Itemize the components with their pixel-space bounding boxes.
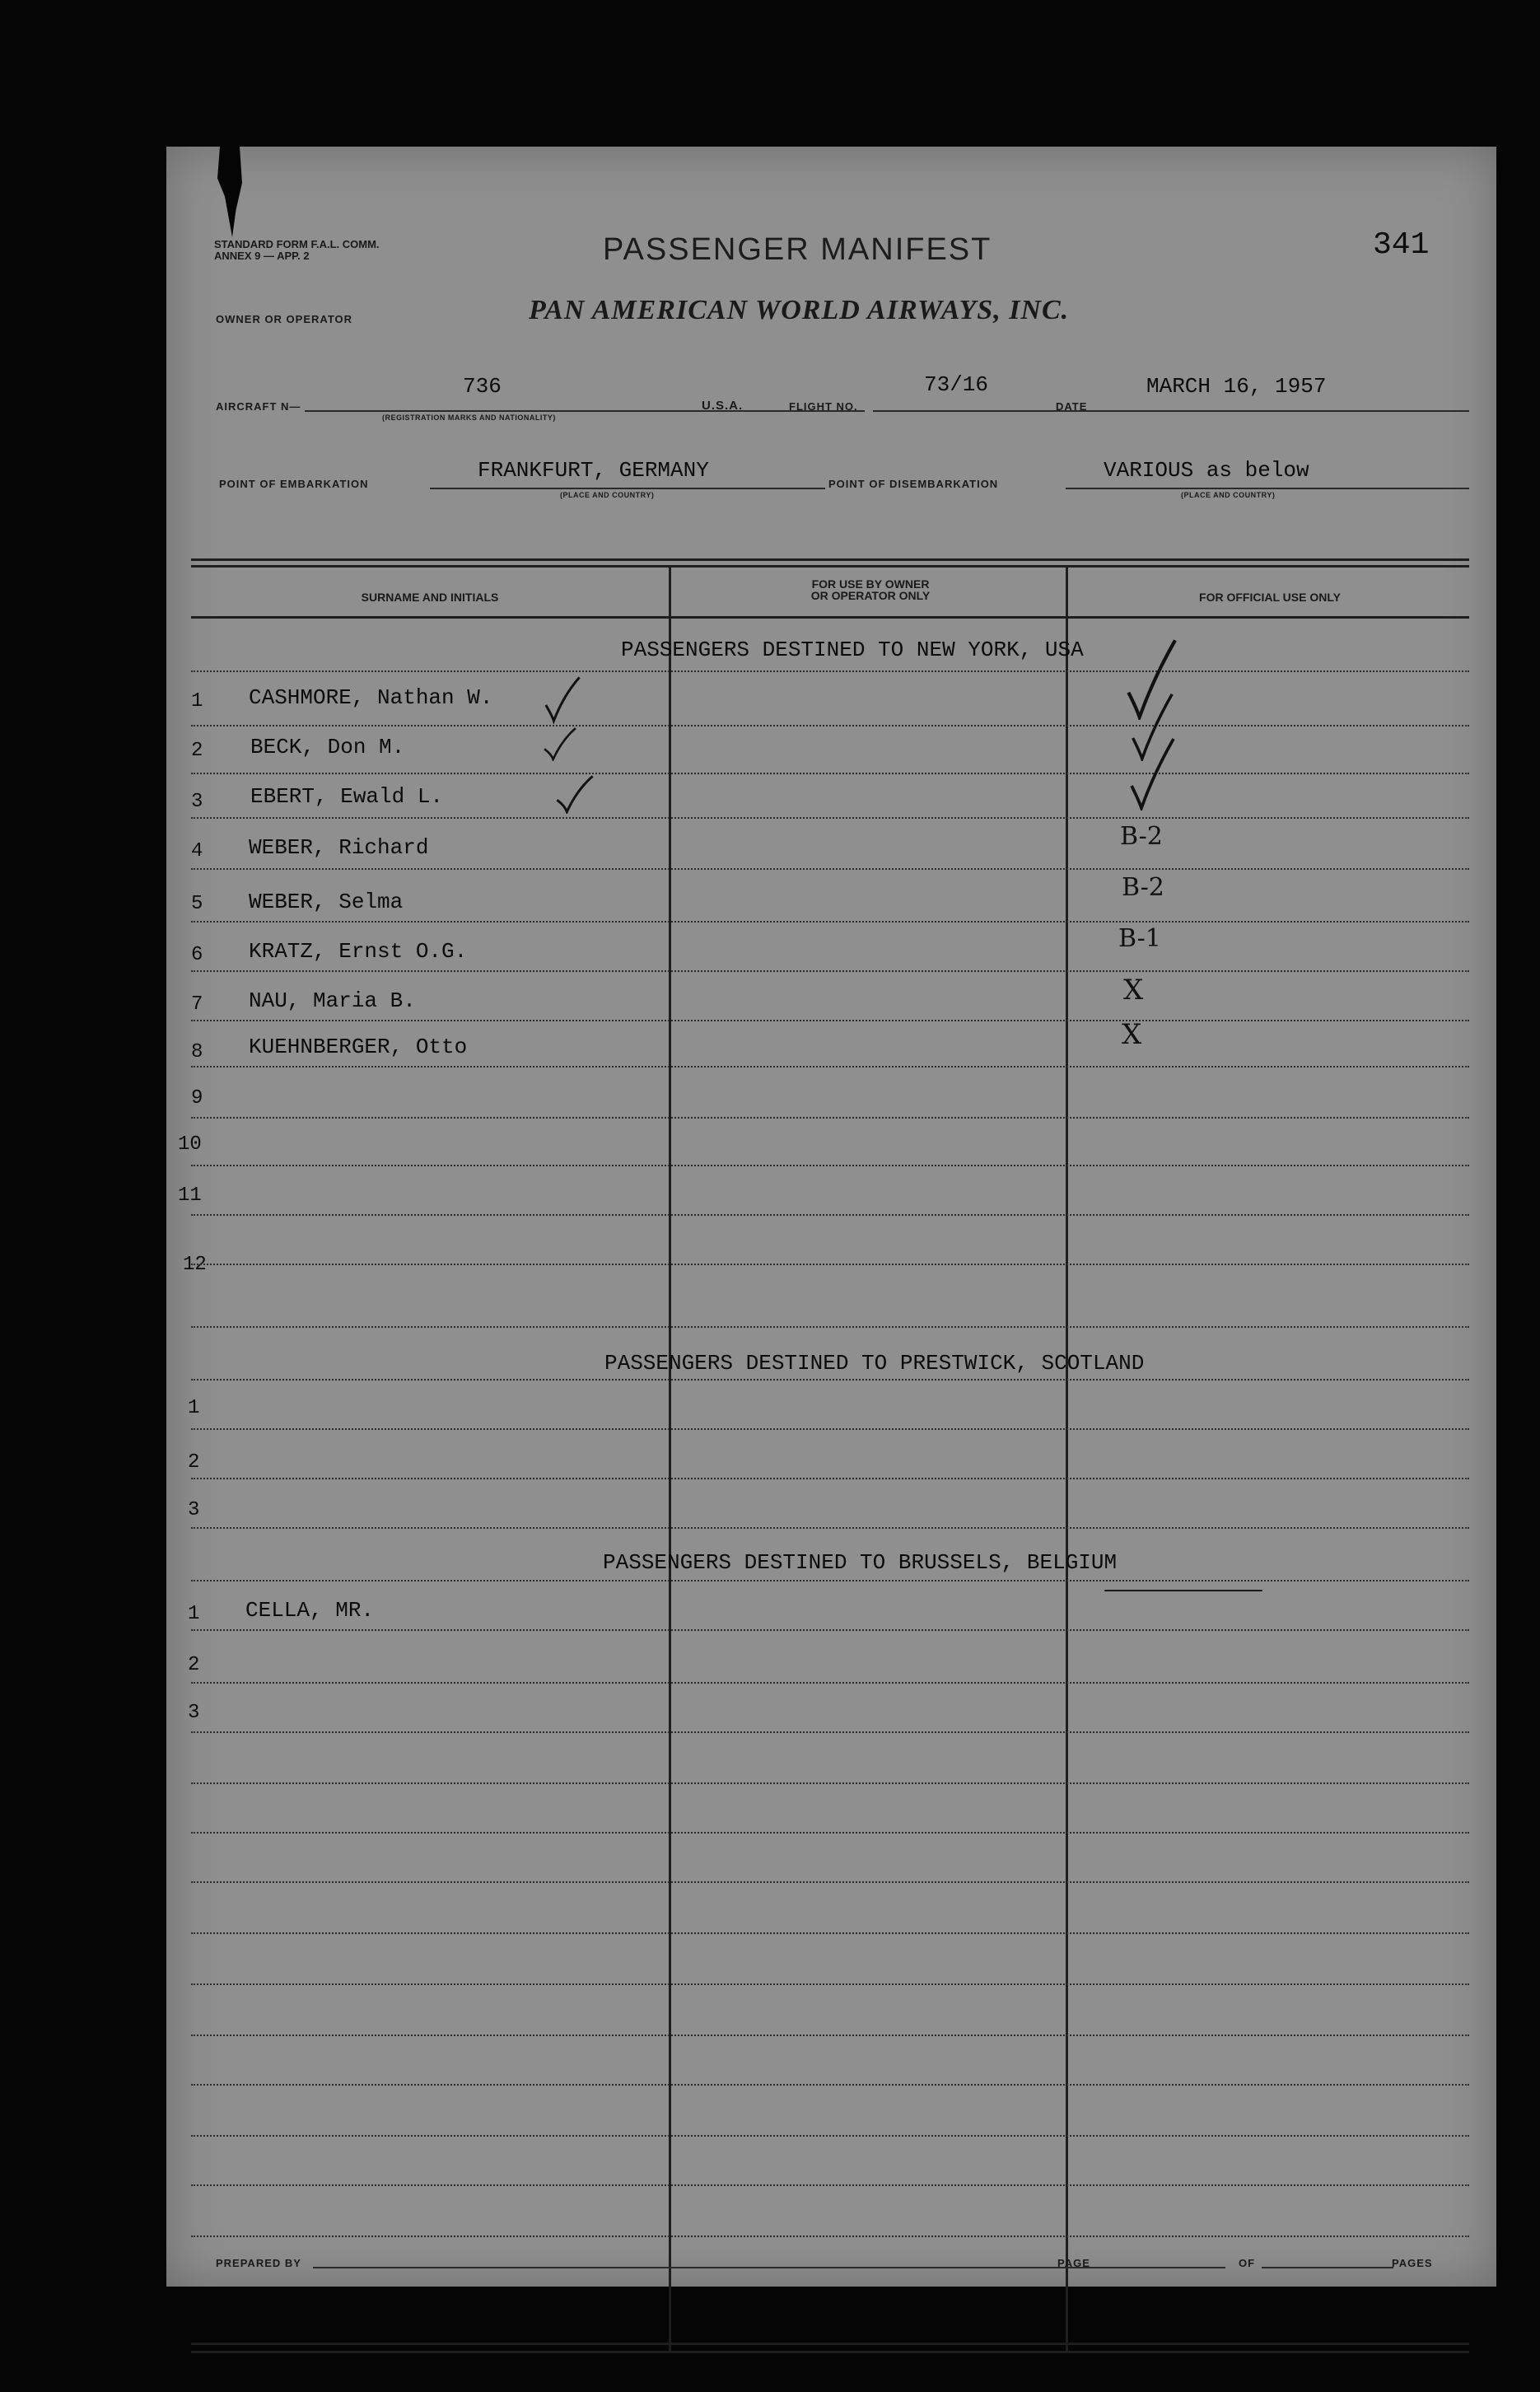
row-number: 12: [183, 1254, 207, 1276]
row-number: 5: [191, 893, 203, 915]
embarkation-label: POINT OF EMBARKATION: [219, 478, 369, 490]
passenger-name: WEBER, Richard: [249, 835, 429, 860]
passenger-name: WEBER, Selma: [249, 890, 404, 914]
row-line: [191, 1682, 1469, 1684]
row-number: 6: [191, 944, 203, 966]
official-mark: B-2: [1122, 873, 1164, 902]
row-number: 3: [191, 791, 203, 813]
col-official-header: FOR OFFICIAL USE ONLY: [1199, 591, 1341, 604]
official-mark: X: [1123, 974, 1144, 1007]
row-line: [191, 1379, 1469, 1381]
row-line: [191, 1932, 1469, 1934]
owner-label: OWNER OR OPERATOR: [216, 313, 353, 325]
checkmark-icon: [1125, 736, 1178, 811]
row-line: [191, 970, 1469, 972]
table-top-rule-2: [191, 565, 1469, 568]
row-number: 3: [188, 1499, 200, 1521]
of-underline: [1262, 2267, 1393, 2268]
passenger-name: BECK, Don M.: [250, 735, 405, 759]
manifest-title: PASSENGER MANIFEST: [603, 232, 992, 267]
row-number: 1: [188, 1397, 200, 1419]
checkmark-icon: [541, 675, 582, 725]
pages-label: PAGES: [1392, 2257, 1433, 2269]
passenger-name: NAU, Maria B.: [249, 988, 416, 1013]
row-number: 4: [191, 840, 203, 862]
official-mark: B-1: [1118, 924, 1161, 953]
row-number: 11: [178, 1184, 202, 1207]
passenger-name: CELLA, MR.: [245, 1598, 375, 1623]
aircraft-label: AIRCRAFT N—: [216, 400, 301, 413]
row-line: [191, 2084, 1469, 2086]
checkmark-icon: [542, 726, 578, 761]
date-label: DATE: [1056, 400, 1088, 413]
row-number: 7: [191, 993, 203, 1016]
row-number: 8: [191, 1041, 203, 1063]
aircraft-underline: [305, 410, 865, 412]
row-line: [191, 1782, 1469, 1784]
col-owner-header-line-1: FOR USE BY OWNER: [811, 577, 930, 591]
usa-label: U.S.A.: [702, 399, 744, 413]
row-number: 1: [191, 690, 203, 712]
row-line: [191, 1478, 1469, 1479]
disembarkation-label: POINT OF DISEMBARKATION: [828, 478, 999, 490]
row-line: [191, 1629, 1469, 1631]
row-line: [191, 921, 1469, 923]
row-line: [191, 1580, 1469, 1581]
official-mark: —: [1097, 1575, 1270, 1604]
row-line: [191, 1326, 1469, 1328]
embarkation-underline: [430, 488, 825, 489]
row-line: [191, 1264, 1469, 1265]
flight-label: FLIGHT NO.: [789, 400, 858, 413]
row-line: [191, 1214, 1469, 1216]
row-number: 3: [188, 1702, 200, 1724]
row-line: [191, 2184, 1469, 2186]
page-number: 341: [1373, 227, 1430, 263]
row-line: [191, 1983, 1469, 1985]
row-line: [191, 1428, 1469, 1430]
manifest-sheet: [166, 147, 1496, 2287]
row-number: 1: [188, 1603, 200, 1625]
passenger-name: CASHMORE, Nathan W.: [249, 685, 493, 710]
row-line: [191, 868, 1469, 870]
operator-name: PAN AMERICAN WORLD AIRWAYS, INC.: [529, 295, 1070, 325]
table-bottom-rule-2: [191, 2351, 1469, 2353]
table-bottom-rule: [191, 2343, 1469, 2345]
row-line: [191, 817, 1469, 819]
col-owner-header: [677, 578, 1064, 601]
row-line: [191, 1165, 1469, 1166]
date-value: MARCH 16, 1957: [1146, 374, 1327, 399]
row-line: [191, 670, 1469, 672]
torn-corner: [217, 147, 242, 237]
disembarkation-underline: [1066, 488, 1469, 489]
passenger-name: KRATZ, Ernst O.G.: [249, 939, 468, 964]
page-label: PAGE: [1057, 2257, 1090, 2269]
prepared-by-label: PREPARED BY: [216, 2257, 301, 2269]
disembarkation-value: VARIOUS as below: [1104, 458, 1309, 483]
aircraft-sublabel: (REGISTRATION MARKS AND NATIONALITY): [382, 413, 556, 422]
row-line: [191, 1731, 1469, 1733]
embarkation-sublabel: (PLACE AND COUNTRY): [560, 491, 655, 499]
row-number: 10: [178, 1133, 202, 1156]
row-line: [191, 2035, 1469, 2036]
flight-value: 73/16: [924, 372, 989, 397]
row-line: [191, 1020, 1469, 1021]
row-line: [191, 1527, 1469, 1529]
col-owner-header-line-2: OR OPERATOR ONLY: [810, 589, 931, 602]
row-line: [191, 773, 1469, 774]
row-line: [191, 2135, 1469, 2137]
form-id: [214, 239, 380, 262]
row-line: [191, 2235, 1469, 2237]
form-id-line-2: ANNEX 9 — APP. 2: [214, 250, 310, 262]
official-mark: X: [1122, 1018, 1142, 1051]
header-bottom-rule: [191, 616, 1469, 619]
row-line: [191, 725, 1469, 726]
form-id-line-1: STANDARD FORM F.A.L. COMM.: [214, 238, 380, 250]
row-line: [191, 1117, 1469, 1119]
col-surname-header: SURNAME AND INITIALS: [361, 591, 499, 604]
group-heading-brussels: PASSENGERS DESTINED TO BRUSSELS, BELGIUM: [603, 1550, 1118, 1575]
aircraft-value: 736: [463, 374, 502, 399]
group-heading-new-york: PASSENGERS DESTINED TO NEW YORK, USA: [621, 638, 1084, 662]
checkmark-icon: [552, 774, 598, 814]
row-number: 2: [188, 1451, 200, 1474]
row-line: [191, 1881, 1469, 1883]
of-label: OF: [1239, 2257, 1256, 2269]
row-number: 9: [191, 1087, 203, 1110]
group-heading-prestwick: PASSENGERS DESTINED TO PRESTWICK, SCOTLAND: [604, 1351, 1145, 1376]
disembarkation-sublabel: (PLACE AND COUNTRY): [1181, 491, 1276, 499]
row-number: 2: [191, 740, 203, 762]
row-number: 2: [188, 1654, 200, 1676]
passenger-name: EBERT, Ewald L.: [250, 784, 444, 809]
table-top-rule: [191, 558, 1469, 561]
row-line: [191, 1066, 1469, 1068]
row-line: [191, 1832, 1469, 1834]
passenger-name: KUEHNBERGER, Otto: [249, 1035, 468, 1059]
date-underline: [1095, 410, 1469, 412]
official-mark: B-2: [1120, 822, 1163, 851]
embarkation-value: FRANKFURT, GERMANY: [478, 458, 709, 483]
